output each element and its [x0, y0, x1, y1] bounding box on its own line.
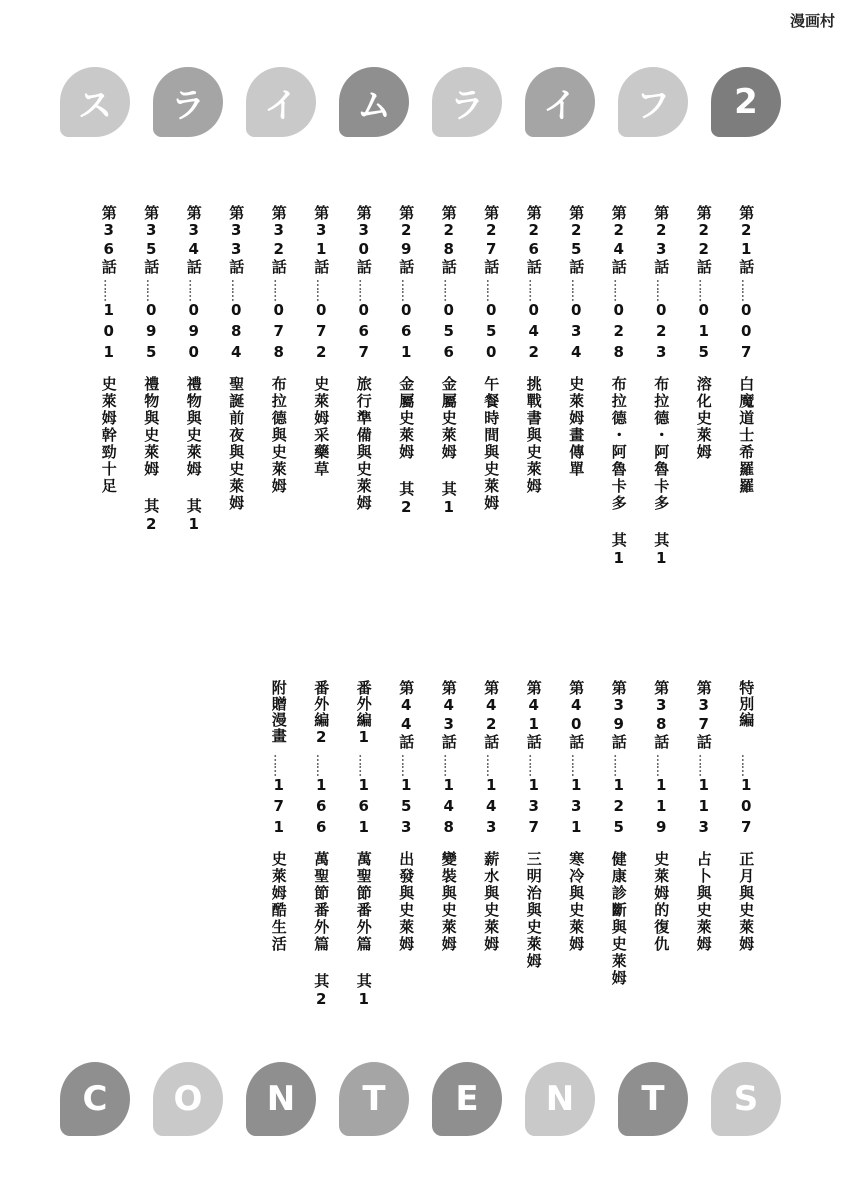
toc-entry [682, 205, 725, 569]
toc-bottom-section [257, 680, 767, 1010]
page-number: 113 [694, 776, 713, 839]
chapter-title: 午餐時間與史萊姆 [482, 376, 501, 512]
chapter-label: 第24話 [609, 205, 628, 275]
leader-dots: …… [441, 754, 456, 776]
contents-letter-bubble: N [246, 1062, 316, 1136]
chapter-label: 特別編 [737, 680, 756, 728]
contents-letter-bubble: T [339, 1062, 409, 1136]
leader-dots: …… [143, 279, 158, 301]
page-number: 015 [694, 301, 713, 364]
chapter-label: 第40話 [567, 680, 586, 750]
chapter-title: 史萊姆的復仇 [652, 851, 671, 953]
contents-letter-bubble: C [60, 1062, 130, 1136]
page-number: 119 [652, 776, 671, 839]
chapter-title: 布拉德與史萊姆 [269, 376, 288, 495]
chapter-title: 金屬史萊姆 其1 [439, 376, 458, 518]
page-number: 131 [567, 776, 586, 839]
chapter-label: 第34話 [184, 205, 203, 275]
chapter-label: 番外編2 [312, 680, 331, 747]
leader-dots: …… [356, 279, 371, 301]
contents-letter-bubble: N [525, 1062, 595, 1136]
toc-entry [512, 680, 555, 1010]
title-letter-bubble: フ [618, 67, 688, 137]
chapter-title: 三明治與史萊姆 [524, 851, 543, 970]
chapter-title: 禮物與史萊姆 其2 [142, 376, 161, 535]
toc-entry [555, 205, 598, 569]
page-number: 042 [524, 301, 543, 364]
chapter-label: 第36話 [99, 205, 118, 275]
toc-entry [385, 205, 428, 569]
leader-dots: …… [271, 279, 286, 301]
toc-entry [682, 680, 725, 1010]
chapter-label: 第22話 [694, 205, 713, 275]
chapter-label: 第39話 [609, 680, 628, 750]
leader-dots: …… [568, 754, 583, 776]
page-number: 143 [482, 776, 501, 839]
title-letter-bubble: イ [525, 67, 595, 137]
leader-dots: …… [313, 754, 328, 776]
chapter-label: 第29話 [397, 205, 416, 275]
leader-dots: …… [526, 279, 541, 301]
toc-entry [87, 205, 130, 569]
leader-dots: …… [101, 279, 116, 301]
leader-dots: …… [441, 279, 456, 301]
toc-entry [300, 205, 343, 569]
chapter-label: 第21話 [737, 205, 756, 275]
toc-entry [597, 205, 640, 569]
chapter-title: 布拉德・阿魯卡多 其1 [652, 376, 671, 569]
chapter-title: 史萊姆采藥草 [312, 376, 331, 478]
contents-letter-bubble: O [153, 1062, 223, 1136]
page-number: 161 [354, 776, 373, 839]
chapter-title: 史萊姆畫傳單 [567, 376, 586, 478]
leader-dots: …… [398, 279, 413, 301]
toc-entry [130, 205, 173, 569]
page-number: 125 [609, 776, 628, 839]
page-number: 101 [99, 301, 118, 364]
chapter-label: 附贈漫畫 [269, 680, 288, 744]
title-letter-bubble: イ [246, 67, 316, 137]
toc-entry [172, 205, 215, 569]
chapter-label: 第43話 [439, 680, 458, 750]
leader-dots: …… [483, 279, 498, 301]
leader-dots: …… [696, 279, 711, 301]
page-number: 137 [524, 776, 543, 839]
leader-dots: …… [568, 279, 583, 301]
toc-entry [257, 680, 300, 1010]
chapter-label: 第42話 [482, 680, 501, 750]
leader-dots: …… [696, 754, 711, 776]
toc-entry [427, 680, 470, 1010]
chapter-title: 萬聖節番外篇 其2 [312, 851, 331, 1010]
toc-entry [427, 205, 470, 569]
toc-entry [555, 680, 598, 1010]
page-number: 050 [482, 301, 501, 364]
page-number: 023 [652, 301, 671, 364]
title-letter-bubble: ム [339, 67, 409, 137]
page-number: 107 [737, 776, 756, 839]
chapter-title: 萬聖節番外篇 其1 [354, 851, 373, 1010]
chapter-label: 第23話 [652, 205, 671, 275]
chapter-label: 第44話 [397, 680, 416, 750]
toc-entry [512, 205, 555, 569]
page-number: 148 [439, 776, 458, 839]
leader-dots: …… [186, 279, 201, 301]
title-letter-bubble: ラ [432, 67, 502, 137]
page-number: 007 [737, 301, 756, 364]
chapter-label: 番外編1 [354, 680, 373, 747]
title-letter-bubble: ラ [153, 67, 223, 137]
page-number: 166 [312, 776, 331, 839]
chapter-label: 第30話 [354, 205, 373, 275]
toc-entry [470, 680, 513, 1010]
title-letter-bubble: 2 [711, 67, 781, 137]
leader-dots: …… [738, 754, 753, 776]
toc-entry [342, 205, 385, 569]
chapter-label: 第33話 [227, 205, 246, 275]
chapter-label: 第37話 [694, 680, 713, 750]
leader-dots: …… [398, 754, 413, 776]
page-number: 067 [354, 301, 373, 364]
chapter-title: 占卜與史萊姆 [694, 851, 713, 953]
chapter-label: 第27話 [482, 205, 501, 275]
page-number: 034 [567, 301, 586, 364]
leader-dots: …… [526, 754, 541, 776]
leader-dots: …… [483, 754, 498, 776]
page-number: 072 [312, 301, 331, 364]
chapter-title: 聖誕前夜與史萊姆 [227, 376, 246, 512]
page-number: 090 [184, 301, 203, 364]
toc-entry [725, 680, 768, 1010]
chapter-title: 正月與史萊姆 [737, 851, 756, 953]
chapter-label: 第26話 [524, 205, 543, 275]
chapter-title: 禮物與史萊姆 其1 [184, 376, 203, 535]
leader-dots: …… [611, 279, 626, 301]
chapter-title: 變裝與史萊姆 [439, 851, 458, 953]
toc-entry [640, 680, 683, 1010]
page-number: 078 [269, 301, 288, 364]
leader-dots: …… [313, 279, 328, 301]
chapter-label: 第25話 [567, 205, 586, 275]
page-number: 061 [397, 301, 416, 364]
contents-letter-bubble: E [432, 1062, 502, 1136]
title-banner [60, 67, 780, 137]
leader-dots: …… [228, 279, 243, 301]
chapter-label: 第31話 [312, 205, 331, 275]
chapter-title: 溶化史萊姆 [694, 376, 713, 461]
toc-entry [342, 680, 385, 1010]
leader-dots: …… [356, 754, 371, 776]
contents-letter-bubble: S [711, 1062, 781, 1136]
title-letter-bubble: ス [60, 67, 130, 137]
leader-dots: …… [653, 754, 668, 776]
toc-entry [215, 205, 258, 569]
chapter-title: 旅行準備與史萊姆 [354, 376, 373, 512]
toc-entry [640, 205, 683, 569]
page-number: 056 [439, 301, 458, 364]
page-number: 095 [142, 301, 161, 364]
contents-banner [60, 1062, 790, 1136]
chapter-title: 布拉德・阿魯卡多 其1 [609, 376, 628, 569]
page-number: 084 [227, 301, 246, 364]
chapter-title: 健康診斷與史萊姆 [609, 851, 628, 987]
toc-entry [257, 205, 300, 569]
chapter-title: 薪水與史萊姆 [482, 851, 501, 953]
chapter-label: 第35話 [142, 205, 161, 275]
toc-entry [725, 205, 768, 569]
chapter-title: 金屬史萊姆 其2 [397, 376, 416, 518]
chapter-label: 第32話 [269, 205, 288, 275]
contents-letter-bubble: T [618, 1062, 688, 1136]
chapter-label: 第38話 [652, 680, 671, 750]
chapter-title: 白魔道士希羅羅 [737, 376, 756, 495]
leader-dots: …… [611, 754, 626, 776]
chapter-title: 寒冷與史萊姆 [567, 851, 586, 953]
leader-dots: …… [738, 279, 753, 301]
leader-dots: …… [653, 279, 668, 301]
chapter-label: 第28話 [439, 205, 458, 275]
toc-entry [470, 205, 513, 569]
chapter-title: 史萊姆酷生活 [269, 851, 288, 953]
page-number: 153 [397, 776, 416, 839]
page-number: 028 [609, 301, 628, 364]
page-number: 171 [269, 776, 288, 839]
toc-entry [300, 680, 343, 1010]
toc-top-section [87, 205, 767, 569]
toc-entry [597, 680, 640, 1010]
chapter-title: 挑戰書與史萊姆 [524, 376, 543, 495]
watermark: 漫画村 [789, 12, 835, 30]
chapter-title: 出發與史萊姆 [397, 851, 416, 953]
chapter-title: 史萊姆幹勁十足 [99, 376, 118, 495]
leader-dots: …… [271, 754, 286, 776]
chapter-label: 第41話 [524, 680, 543, 750]
toc-entry [385, 680, 428, 1010]
